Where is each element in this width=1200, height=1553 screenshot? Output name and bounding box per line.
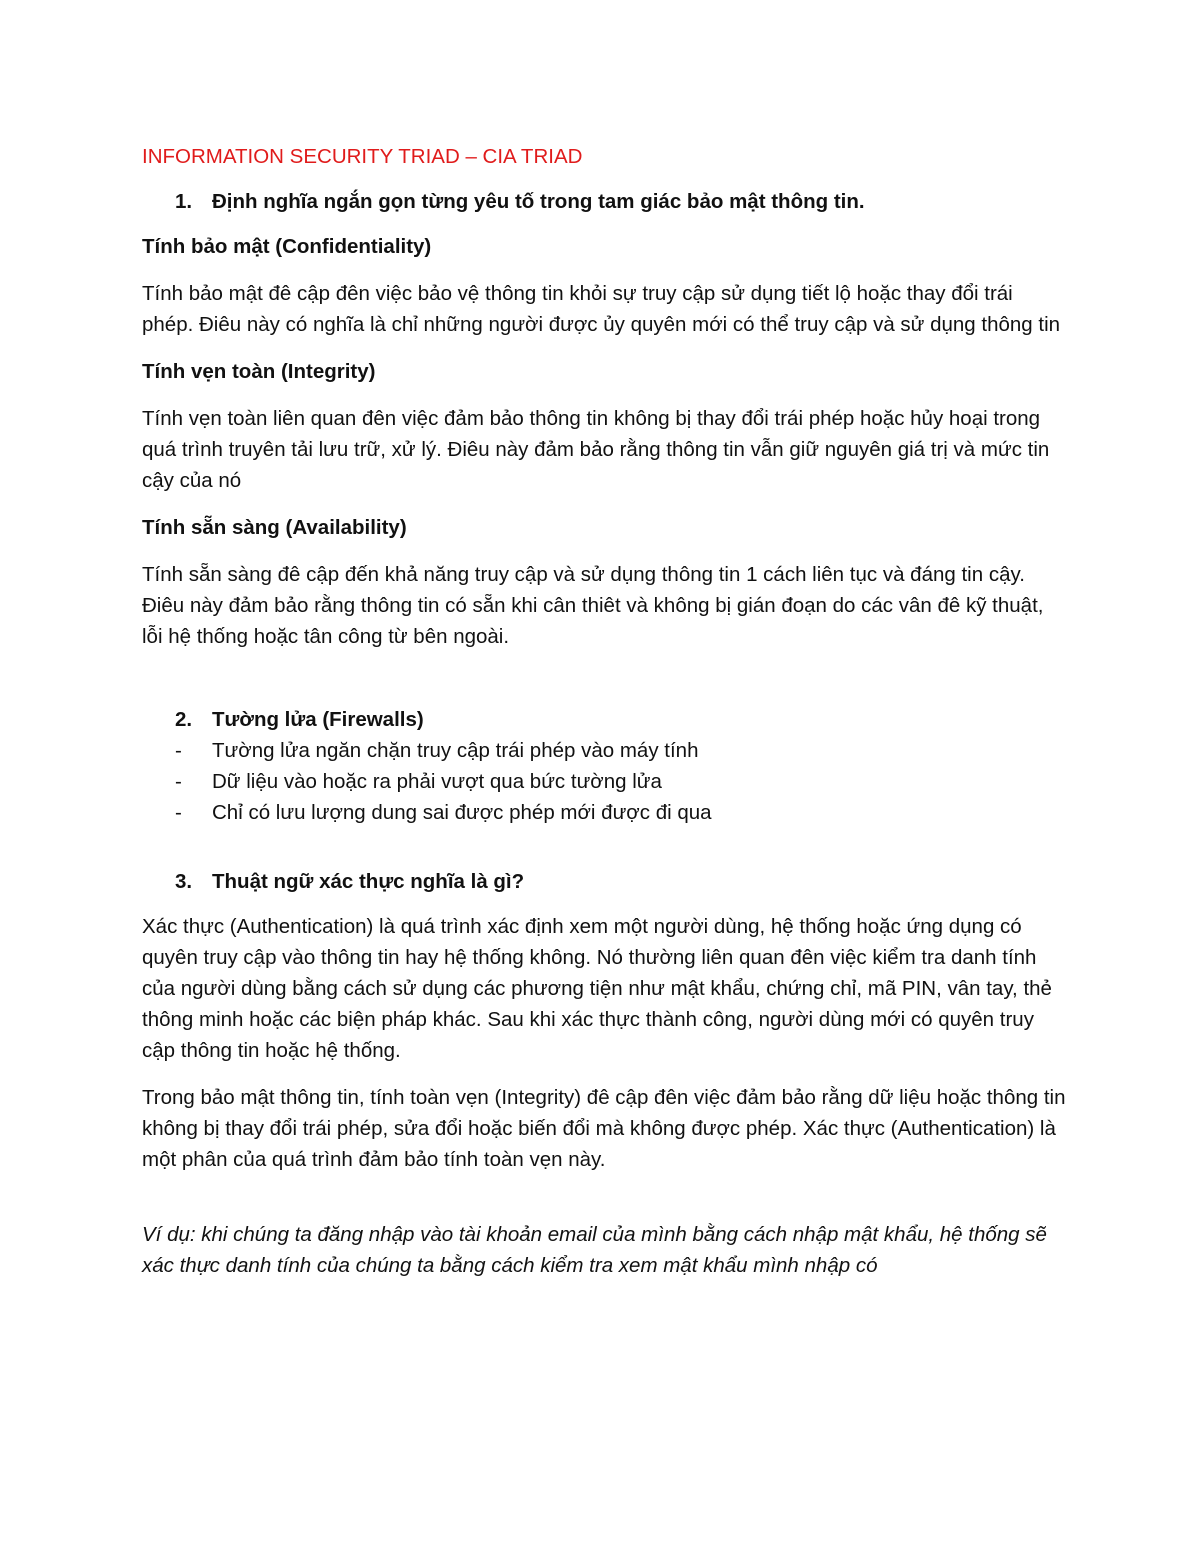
integrity-body: Tính vẹn toàn liên quan đên việc đảm bảo thông tin không bị thay đổi trái phép hoặc hủy hoại trong quá trình truyên tải lưu trữ, xử lý. Điêu này đảm bảo rằng thông tin vẫn giữ nguyên giá trị và mức tin cậy của nó	[142, 407, 1050, 492]
bullet-marker: -	[175, 770, 182, 793]
list-item	[142, 735, 1067, 766]
list-item	[142, 766, 1067, 797]
document-body	[142, 141, 1067, 1297]
authentication-paragraph: Xác thực (Authentication) là quá trình xác định xem một người dùng, hệ thống hoặc ứng dụng có quyên truy cập vào thông tin hay hệ thống không. Nó thường liên quan đên việc kiểm tra danh tính của người dùng bằng cách sử dụng các phương tiện như mật khẩu, chứng chỉ, mã PIN, vân tay, thẻ thông minh hoặc các biện pháp khác. Sau khi xác thực thành công, người dùng mới có quyên truy cập thông tin hoặc hệ thống.	[142, 915, 1052, 1062]
spacer	[142, 668, 1067, 704]
integrity-heading: Tính vẹn toàn (Integrity)	[142, 360, 376, 383]
bullet-marker: -	[175, 801, 182, 824]
integrity-authentication-paragraph: Trong bảo mật thông tin, tính toàn vẹn (Integrity) đê cập đên việc đảm bảo rằng dữ liệu hoặc thông tin không bị thay đổi trái phép, sửa đổi hoặc biến đổi mà không được phép. Xác thực (Authentication) là một phân của quá trình đảm bảo tính toàn vẹn này.	[142, 1086, 1066, 1171]
section1-heading	[142, 186, 1067, 217]
section3-heading-text: Thuật ngữ xác thực nghĩa là gì?	[212, 870, 525, 893]
availability-heading: Tính sẵn sàng (Availability)	[142, 516, 407, 539]
firewall-bullet-list	[142, 735, 1067, 828]
example-paragraph: Ví dụ: khi chúng ta đăng nhập vào tài khoản email của mình bằng cách nhập mật khẩu, hệ thống sẽ xác thực danh tính của chúng ta bằng cách kiểm tra xem mật khẩu mình nhập có	[142, 1223, 1047, 1277]
document-title: INFORMATION SECURITY TRIAD – CIA TRIAD	[142, 145, 583, 168]
section3-heading	[142, 866, 1067, 897]
list-item-text: Dữ liệu vào hoặc ra phải vượt qua bức tường lửa	[212, 770, 662, 793]
confidentiality-heading: Tính bảo mật (Confidentiality)	[142, 235, 432, 258]
list-item-text: Tường lửa ngăn chặn truy cập trái phép vào máy tính	[212, 739, 699, 762]
list-item-text: Chỉ có lưu lượng dung sai được phép mới được đi qua	[212, 801, 712, 824]
section3-number: 3.	[175, 870, 193, 893]
section2-heading-text: Tường lửa (Firewalls)	[212, 708, 424, 731]
list-item	[142, 797, 1067, 828]
section1-number: 1.	[175, 190, 193, 213]
availability-body: Tính sẵn sàng đê cập đến khả năng truy cập và sử dụng thông tin 1 cách liên tục và đáng tin cậy. Điêu này đảm bảo rằng thông tin có sẵn khi cân thiêt và không bị gián đoạn do các vân đê kỹ thuật, lỗi hệ thống hoặc tân công từ bên ngoài.	[142, 563, 1044, 648]
section1-heading-text: Định nghĩa ngắn gọn từng yêu tố trong tam giác bảo mật thông tin.	[212, 190, 865, 213]
spacer	[142, 1191, 1067, 1219]
confidentiality-body: Tính bảo mật đê cập đên việc bảo vệ thông tin khỏi sự truy cập sử dụng tiết lộ hoặc thay đổi trái phép. Điêu này có nghĩa là chỉ những người được ủy quyên mới có thể truy cập và sử dụng thông tin	[142, 282, 1061, 336]
section2-number: 2.	[175, 708, 193, 731]
bullet-marker: -	[175, 739, 182, 762]
spacer	[142, 828, 1067, 866]
section2-heading	[142, 704, 1067, 735]
